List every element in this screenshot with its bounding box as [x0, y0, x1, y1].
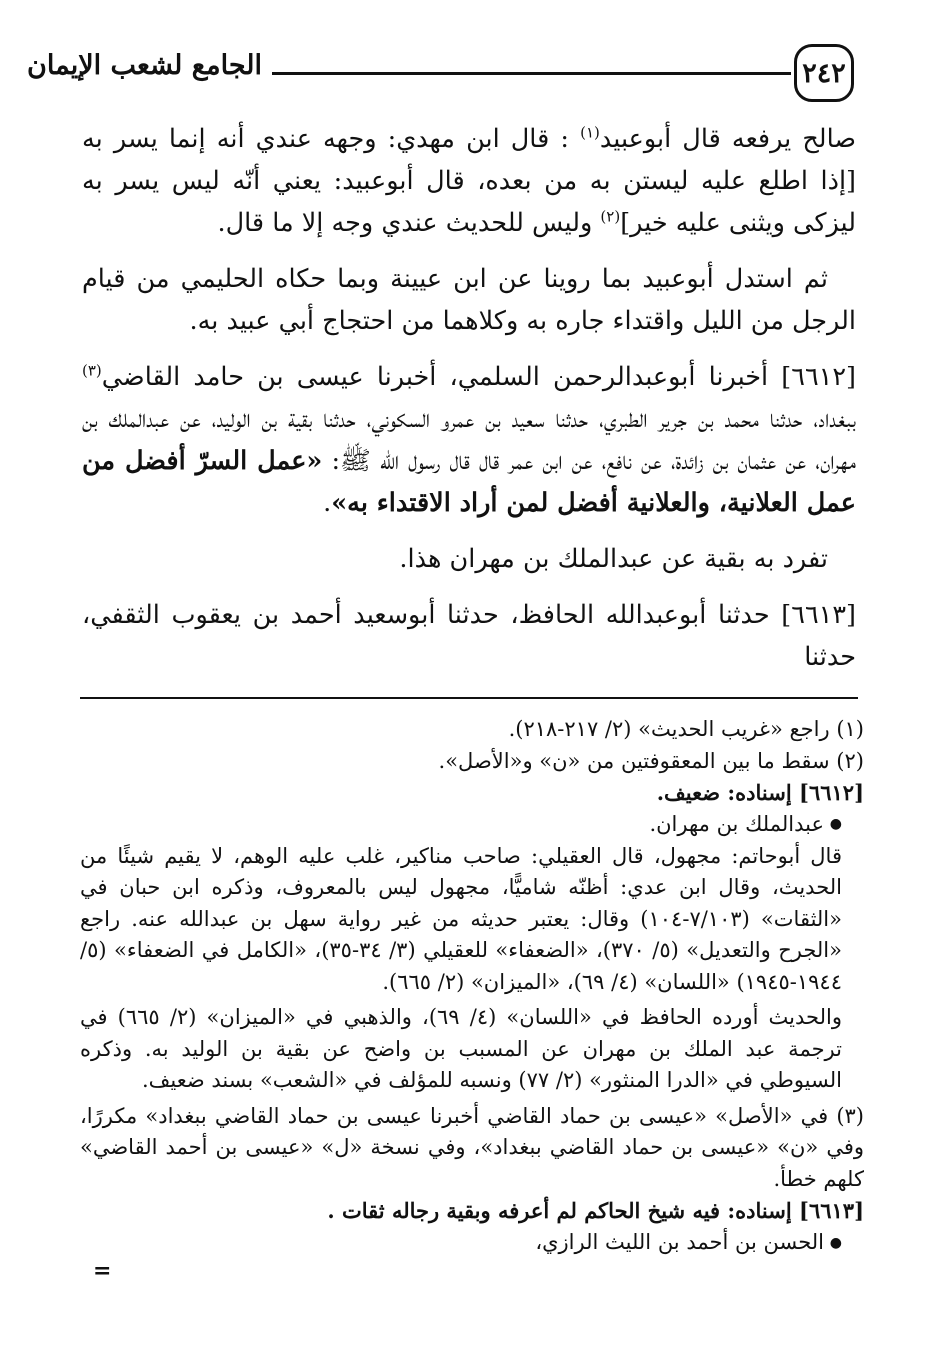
footnote-6612-body: قال أبوحاتم: مجهول، قال العقيلي: صاحب مناكير، غلب عليه الوهم، لا يقيم شيئًا من الحديث، وقال ابن عدي: أظنّه شاميًّا، مجهول ليس بالمعروف، وذكره ابن حبان في «الثقات» (٧/١٠٣-١٠٤) وقال: يعتبر حديثه من غير رواية سهل بن عبدالله عنه. راجع «الجرح والتعديل» (٥/ ٣٧٠)، «الضعفاء» للعقيلي (٣/ ٣٤-٣٥)، «الكامل في الضعفاء» (٥/ ١٩٤٤-١٩٤٥) «اللسان» (٤/ ٦٩)، «الميزان» (٢/ ٦٦٥).: [80, 843, 842, 994]
text-segment: صالح يرفعه قال أبوعبيد: [599, 124, 856, 154]
footnote-3: (٣) في «الأصل» «عيسى بن حماد القاضي أخبرنا عيسى بن حماد القاضي ببغداد» مكررًا، وفي «ن» «عيسى بن حماد القاضي ببغداد»، وفي نسخة «ل» «عيسى بن أحمد القاضي» كلهم خطأ.: [80, 1103, 864, 1191]
footnote-1: (١) راجع «غريب الحديث» (٢/ ٢١٧-٢١٨).: [508, 717, 864, 741]
main-text: [82, 118, 856, 678]
isnad-text: [٦٦١٢] أخبرنا أبوعبدالرحمن السلمي، أخبرنا عيسى بن حامد القاضي: [101, 362, 856, 392]
footnote-6612-title: [٦٦١٢] إسناده: ضعيف.: [656, 780, 864, 805]
narrator-name: عبدالملك بن مهران.: [649, 811, 824, 836]
isnad-text: ببغداد، حدثنا محمد بن جرير الطبري، حدثنا سعيد بن عمرو السكوني، حدثنا بقية بن الوليد، عن عبدالملك بن مهران، عن عثمان بن زائدة، عن نافع، عن ابن عمر قال قال رسول الله ﷺ:: [82, 404, 856, 476]
page-number: ٢٤٢: [794, 44, 854, 102]
text-segment: .: [323, 488, 332, 518]
paragraph-abu-ubayd: [82, 118, 856, 244]
continuation-mark: =: [93, 1258, 112, 1284]
footnotes: [80, 714, 864, 1259]
text-segment: وليس للحديث عندي وجه إلا ما قال.: [217, 208, 601, 238]
footnote-ref-2[interactable]: (٢): [600, 207, 621, 226]
footnote-6613-narrator: [80, 1227, 864, 1259]
footnote-6612-narrator: [80, 809, 864, 841]
running-title: الجامع لشعب الإيمان: [27, 50, 262, 81]
page-header: [27, 44, 854, 102]
narrator-name: الحسن بن أحمد بن الليث الرازي،: [535, 1229, 824, 1254]
bullet-icon: ●: [829, 816, 842, 833]
header-rule: [272, 72, 791, 75]
footnote-ref-3[interactable]: (٣): [82, 361, 102, 380]
hadith-matn: «عمل السرّ أفضل من عمل العلانية، والعلانية أفضل لمن أراد الاقتداء به»: [82, 446, 856, 518]
footnote-2: (٢) سقط ما بين المعقوفتين من «ن» و«الأصل».: [438, 748, 864, 773]
footnote-6612-takhrij: والحديث أورده الحافظ في «اللسان» (٤/ ٦٩)، والذهبي في «الميزان» (٢/ ٦٦٥) في ترجمة عبد الملك بن مهران عن المسبب بن واضح عن بقية بن الوليد به. وذكره السيوطي في «الدرا المنثور» (٢/ ٧٧) ونسبه للمؤلف في «الشعب» بسند ضعيف.: [80, 1005, 842, 1093]
hadith-6613: [٦٦١٣] حدثنا أبوعبدالله الحافظ، حدثنا أبوسعيد أحمد بن يعقوب الثقفي، حدثنا: [82, 600, 856, 672]
footnote-6613-title: [٦٦١٣] إسناده: فيه شيخ الحاكم لم أعرفه وبقية رجاله ثقات .: [327, 1198, 864, 1224]
paragraph-tafarrud: تفرد به بقية عن عبدالملك بن مهران هذا.: [399, 544, 828, 574]
footnote-ref-1[interactable]: (١): [580, 123, 600, 142]
text-segment: : قال ابن مهدي: وجهه عندي أنه إنما يسر به [إذا اطلع عليه ليستن به من بعده، قال أبوعبيد: يعني أنّه ليس يسر به ليزكى ويثنى عليه خير]: [82, 124, 856, 238]
bullet-icon: ●: [829, 1234, 842, 1251]
hadith-6612: [82, 356, 856, 524]
paragraph-istidlal: ثم استدل أبوعبيد بما روينا عن ابن عيينة وبما حكاه الحليمي من قيام الرجل من الليل واقتداء جاره به وكلاهما من احتجاج أبي عبيد به.: [82, 264, 856, 336]
footnote-separator: [80, 697, 858, 699]
